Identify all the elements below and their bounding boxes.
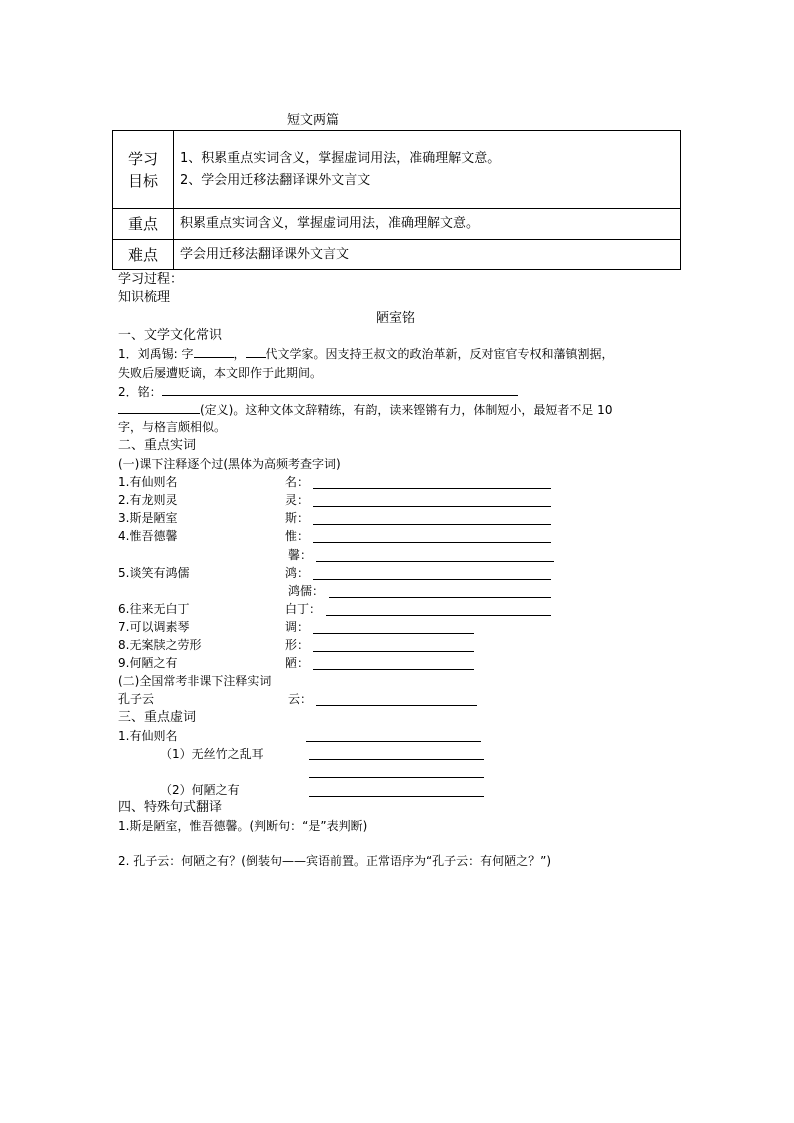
process-label: 学习过程： bbox=[118, 272, 184, 287]
vocab-phrase-4: 4.惟吾德馨 bbox=[118, 529, 178, 543]
vocab-phrase-10: 8.无案牍之劳形 bbox=[118, 638, 202, 652]
vocab-phrase-6: 5.谈笑有鸿儒 bbox=[118, 566, 190, 580]
vocab-extra-phrase: 孔子云 bbox=[118, 692, 155, 706]
difficulty-header: 难点 bbox=[113, 240, 174, 270]
goals-table bbox=[112, 130, 681, 270]
vocab-blank-3[interactable] bbox=[313, 524, 551, 525]
section1-item2-line1 bbox=[118, 383, 518, 401]
section4-item2: 2. 孔子云：何陋之有？(倒装句——宾语前置。正常语序为“孔子云：有何陋之？”) bbox=[118, 854, 552, 868]
vocab-blank-6[interactable] bbox=[313, 579, 551, 580]
vocab-blank-8[interactable] bbox=[326, 615, 551, 616]
item1-part-b: ， bbox=[233, 347, 246, 361]
goal-line-2: 2、学会用迁移法翻译课外文言文 bbox=[180, 172, 371, 188]
doc-title: 短文两篇 bbox=[287, 113, 340, 128]
blank-definition-1[interactable] bbox=[162, 383, 518, 396]
section3-sub1: （1）无丝竹之乱耳 bbox=[160, 747, 264, 761]
goals-header-line2: 目标 bbox=[127, 171, 158, 190]
vocab-blank-4[interactable] bbox=[313, 542, 551, 543]
blank-zi[interactable] bbox=[194, 345, 234, 358]
vocab-word-6: 鸿： bbox=[285, 566, 310, 580]
vocab-word-10: 形： bbox=[285, 638, 310, 652]
item1-part-c: 代文学家。因支持王叔文的政治革新，反对宦官专权和藩镇割据， bbox=[265, 347, 614, 361]
article-title: 陋室铭 bbox=[376, 311, 416, 326]
vocab-phrase-3: 3.斯是陋室 bbox=[118, 511, 178, 525]
particle-blank-4[interactable] bbox=[309, 796, 484, 797]
vocab-blank-11[interactable] bbox=[313, 669, 474, 670]
vocab-blank-1[interactable] bbox=[313, 488, 551, 489]
item2-part-b: (定义)。这种文体文辞精练，有韵，读来铿锵有力，体制短小，最短者不足 10 bbox=[200, 403, 613, 417]
vocab-blank-5[interactable] bbox=[316, 561, 554, 562]
section4-item1: 1.斯是陋室，惟吾德馨。(判断句：“是”表判断) bbox=[118, 819, 368, 833]
section1-item1-line2: 失败后屡遭贬谪，本文即作于此期间。 bbox=[118, 366, 323, 380]
section1-heading: 一、文学文化常识 bbox=[118, 328, 223, 343]
vocab-extra-word: 云： bbox=[288, 692, 313, 706]
vocab-word-5: 馨： bbox=[288, 548, 313, 562]
vocab-word-9: 调： bbox=[285, 620, 310, 634]
vocab-blank-9[interactable] bbox=[313, 633, 474, 634]
item1-part-a: 1．刘禹锡: 字 bbox=[118, 347, 194, 361]
vocab-word-11: 陋： bbox=[285, 656, 310, 670]
goals-header bbox=[113, 131, 174, 209]
particle-blank-3[interactable] bbox=[309, 777, 484, 778]
section2-sub2: (二)全国常考非课下注释实词 bbox=[118, 674, 272, 688]
vocab-extra-blank[interactable] bbox=[316, 705, 477, 706]
difficulty-content: 学会用迁移法翻译课外文言文 bbox=[174, 240, 681, 270]
section3-sub2: （2）何陋之有 bbox=[160, 783, 240, 797]
vocab-phrase-11: 9.何陋之有 bbox=[118, 656, 178, 670]
blank-dynasty[interactable] bbox=[246, 345, 266, 358]
vocab-phrase-9: 7.可以调素琴 bbox=[118, 620, 190, 634]
blank-definition-2[interactable] bbox=[118, 401, 200, 414]
vocab-blank-2[interactable] bbox=[313, 506, 551, 507]
section2-sub1: (一)课下注释逐个过(黑体为高频考查字词) bbox=[118, 457, 341, 471]
goal-line-1: 1、积累重点实词含义，掌握虚词用法，准确理解文意。 bbox=[180, 150, 501, 166]
vocab-word-7: 鸿儒： bbox=[288, 584, 325, 598]
vocab-phrase-2: 2.有龙则灵 bbox=[118, 493, 178, 507]
key-points-content: 积累重点实词含义，掌握虚词用法，准确理解文意。 bbox=[174, 209, 681, 240]
vocab-word-4: 惟： bbox=[285, 529, 310, 543]
knowledge-label: 知识梳理 bbox=[118, 290, 171, 305]
section2-heading: 二、重点实词 bbox=[118, 438, 197, 453]
section4-heading: 四、特殊句式翻译 bbox=[118, 800, 223, 815]
vocab-word-8: 白丁： bbox=[285, 602, 322, 616]
goals-content bbox=[174, 131, 681, 209]
particle-blank-1[interactable] bbox=[306, 741, 481, 742]
section1-item2-line3: 字，与格言颇相似。 bbox=[118, 420, 227, 434]
vocab-word-1: 名： bbox=[285, 475, 310, 489]
section1-item2-line2 bbox=[118, 401, 612, 419]
goals-header-line1: 学习 bbox=[127, 149, 158, 168]
section1-item1-line1 bbox=[118, 345, 614, 363]
particle-blank-2[interactable] bbox=[309, 759, 484, 760]
vocab-word-3: 斯： bbox=[285, 511, 310, 525]
vocab-blank-7[interactable] bbox=[329, 597, 551, 598]
vocab-phrase-8: 6.往来无白丁 bbox=[118, 602, 190, 616]
vocab-blank-10[interactable] bbox=[313, 651, 474, 652]
item2-part-a: 2．铭： bbox=[118, 385, 162, 399]
section3-item1: 1.有仙则名 bbox=[118, 729, 178, 743]
section3-heading: 三、重点虚词 bbox=[118, 710, 197, 725]
vocab-word-2: 灵： bbox=[285, 493, 310, 507]
vocab-phrase-1: 1.有仙则名 bbox=[118, 475, 178, 489]
key-points-header: 重点 bbox=[113, 209, 174, 240]
